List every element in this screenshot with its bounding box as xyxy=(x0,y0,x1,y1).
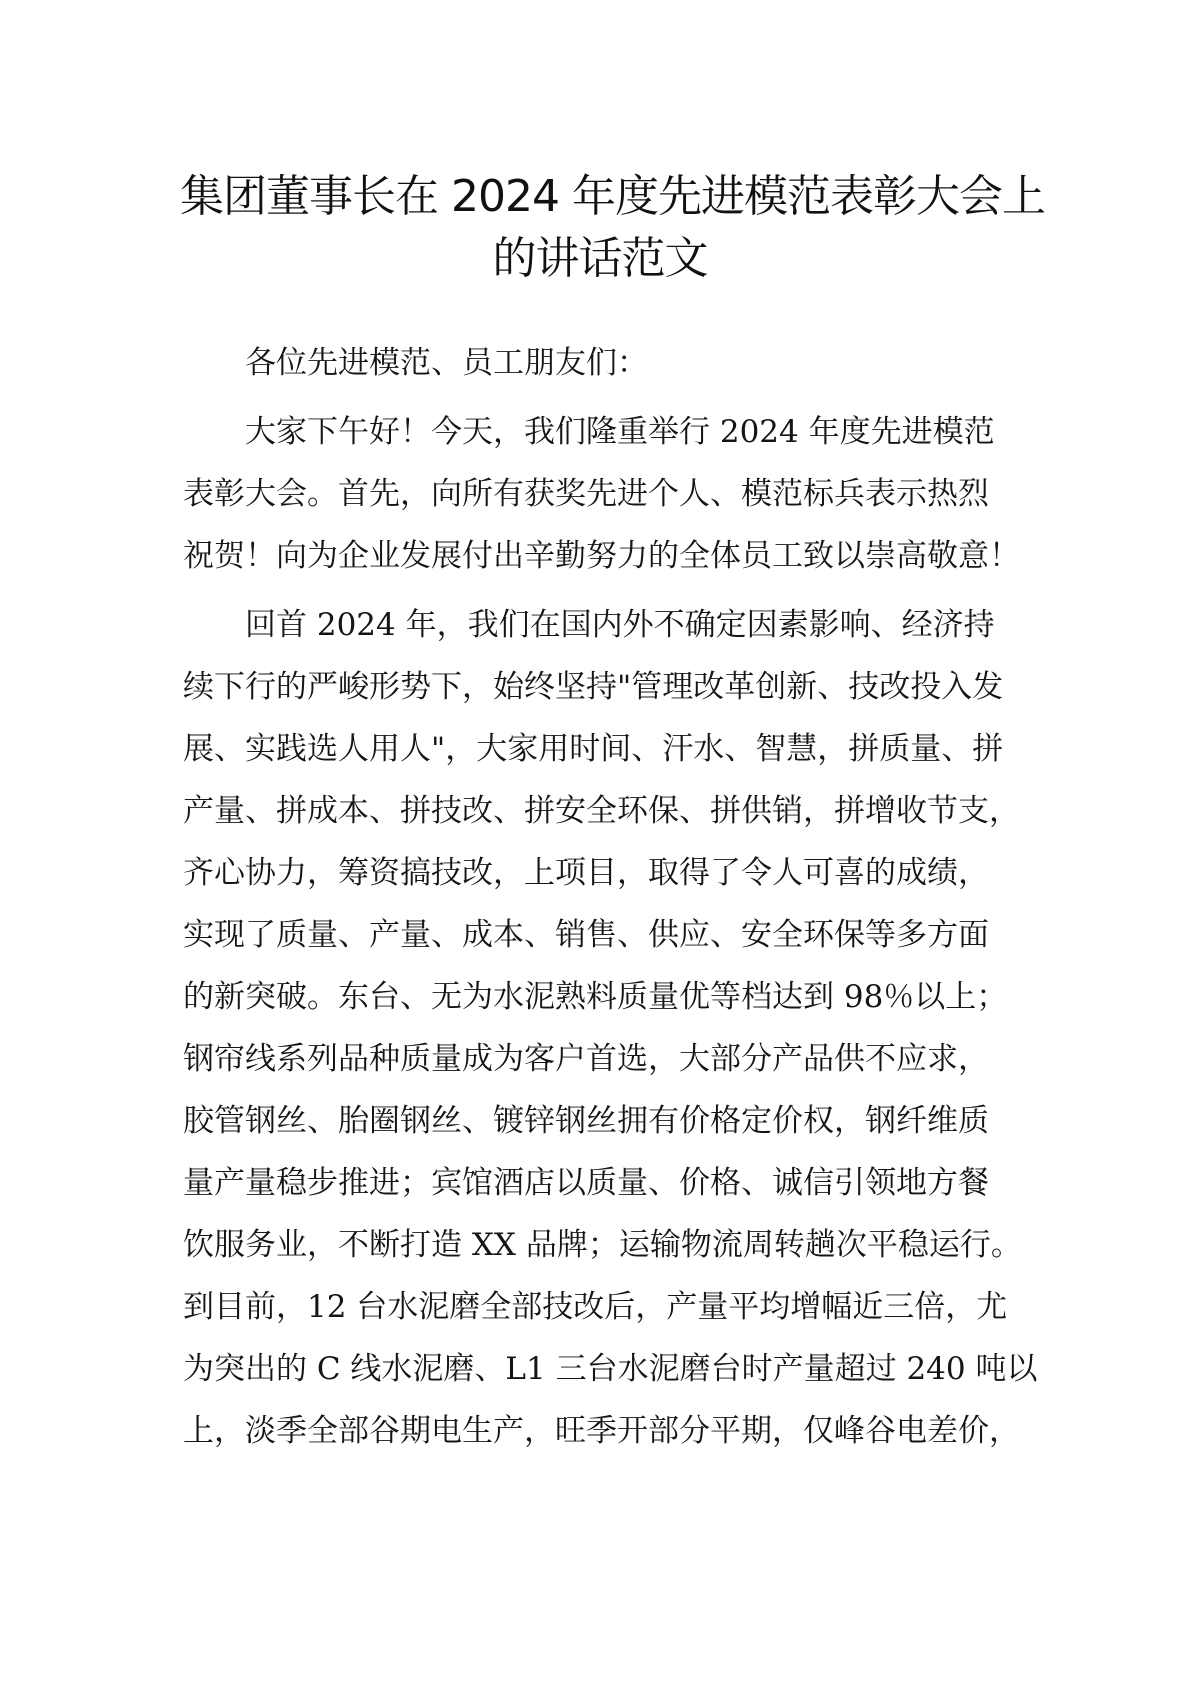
paragraph-line: 续下行的严峻形势下，始终坚持"管理改革创新、技改投入发 xyxy=(183,669,1004,705)
paragraph-line: 上，淡季全部谷期电生产，旺季开部分平期，仅峰谷电差价， xyxy=(183,1413,1020,1449)
paragraph-line: 饮服务业，不断打造 XX 品牌；运输物流周转趟次平稳运行。 xyxy=(183,1227,1022,1263)
paragraph-line: 到目前，12 台水泥磨全部技改后，产量平均增幅近三倍，尤 xyxy=(183,1289,1008,1325)
paragraph-line: 为突出的 C 线水泥磨、L1 三台水泥磨台时产量超过 240 吨以 xyxy=(183,1351,1038,1387)
paragraph-2 xyxy=(183,594,1038,1462)
paragraph-line: 钢帘线系列品种质量成为客户首选，大部分产品供不应求， xyxy=(183,1041,989,1077)
paragraph-line: 展、实践选人用人"，大家用时间、汗水、智慧，拼质量、拼 xyxy=(183,731,1004,767)
salutation xyxy=(183,332,1013,394)
paragraph-line: 齐心协力，筹资搞技改，上项目，取得了令人可喜的成绩， xyxy=(183,855,989,891)
paragraph-line: 量产量稳步推进；宾馆酒店以质量、价格、诚信引领地方餐 xyxy=(183,1165,989,1201)
document-body xyxy=(183,332,1038,1462)
document-title xyxy=(180,166,1045,290)
paragraph-line: 祝贺！向为企业发展付出辛勤努力的全体员工致以崇高敬意！ xyxy=(183,538,1020,574)
paragraph-line: 回首 2024 年，我们在国内外不确定因素影响、经济持 xyxy=(245,607,995,643)
paragraph-line: 胶管钢丝、胎圈钢丝、镀锌钢丝拥有价格定价权，钢纤维质 xyxy=(183,1103,989,1139)
paragraph-1 xyxy=(183,401,1020,587)
paragraph-line: 表彰大会。首先，向所有获奖先进个人、模范标兵表示热烈 xyxy=(183,476,989,512)
title-line-2: 的讲话范文 xyxy=(492,233,708,284)
paragraph-line: 实现了质量、产量、成本、销售、供应、安全环保等多方面 xyxy=(183,917,989,953)
paragraph-line: 产量、拼成本、拼技改、拼安全环保、拼供销，拼增收节支， xyxy=(183,793,1020,829)
paragraph-line: 大家下午好！今天，我们隆重举行 2024 年度先进模范 xyxy=(245,414,995,450)
paragraph-line: 的新突破。东台、无为水泥熟料质量优等档达到 98％以上； xyxy=(183,979,1008,1015)
title-line-1: 集团董事长在 2024 年度先进模范表彰大会上 xyxy=(180,171,1045,222)
salutation-line: 各位先进模范、员工朋友们： xyxy=(245,345,648,381)
